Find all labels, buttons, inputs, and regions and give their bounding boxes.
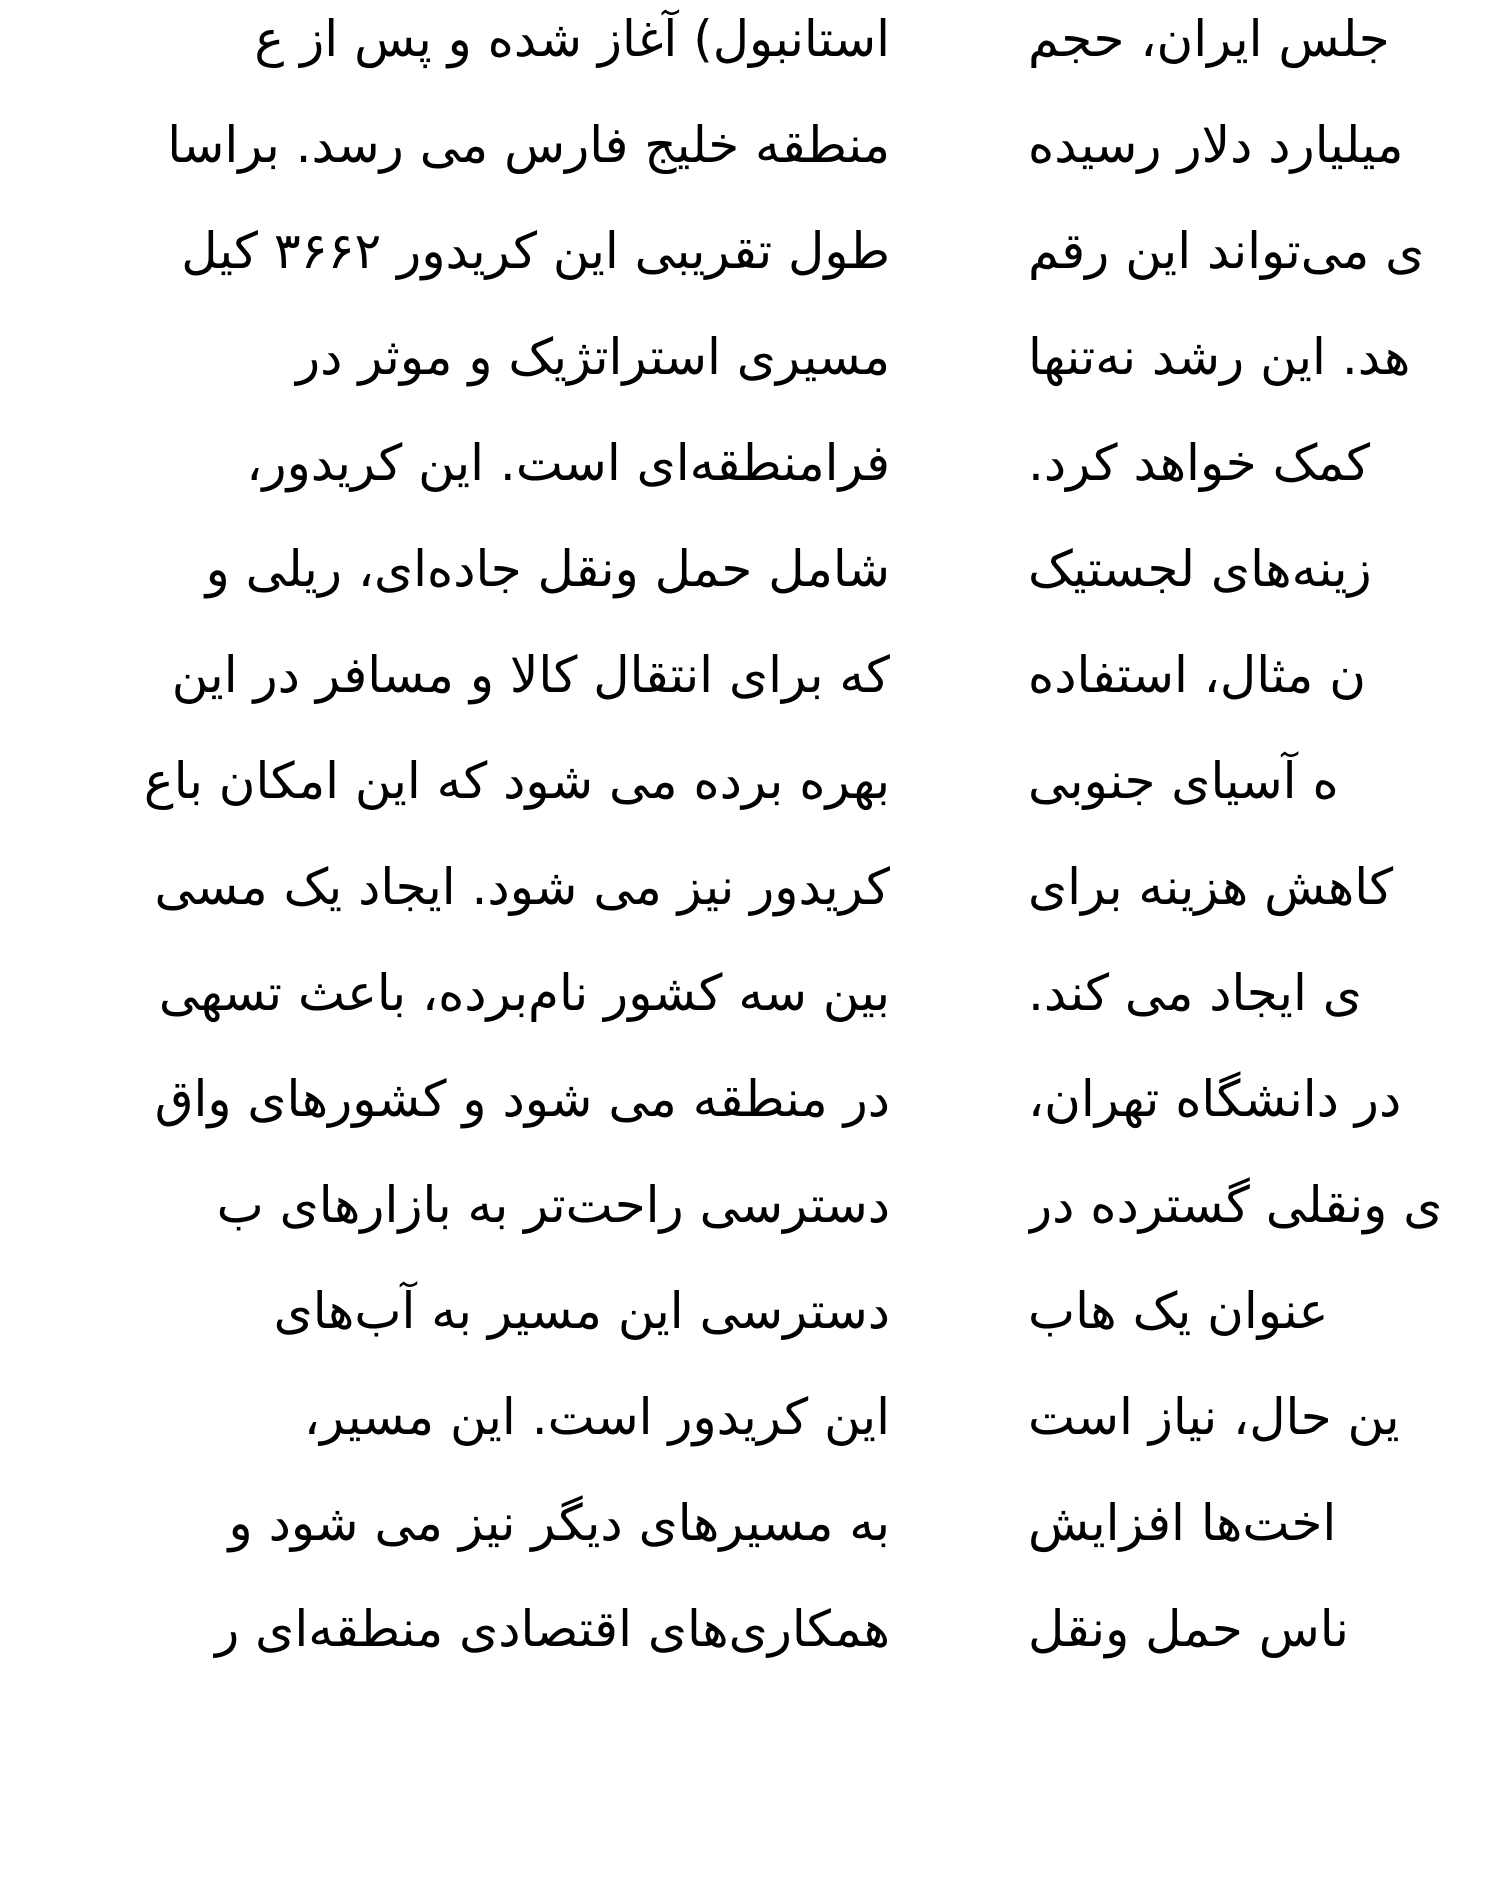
- text-line: زینه‌های لجستیک: [1028, 540, 1372, 598]
- text-line: بین سه کشور نام‌برده، باعث تسهی: [158, 964, 890, 1022]
- text-line: طول تقریبی این کریدور ۳۶۶۲ کیل: [181, 222, 890, 280]
- text-line: اخت‌ها افزایش: [1028, 1494, 1337, 1552]
- text-line: به مسیرهای دیگر نیز می شود و: [228, 1494, 890, 1552]
- text-line: که برای انتقال کالا و مسافر در این: [171, 646, 890, 704]
- text-line: بهره برده می شود که این امکان باع: [143, 752, 890, 810]
- text-line: هد. این رشد نه‌تنها: [1028, 328, 1411, 386]
- text-line: همکاری‌های اقتصادی منطقه‌ای ر: [215, 1600, 890, 1658]
- left-text-column: [1028, 0, 1500, 1790]
- text-line: ی می‌تواند این رقم: [1028, 222, 1425, 280]
- text-line: ی ایجاد می کند.: [1028, 964, 1362, 1022]
- text-line: در دانشگاه تهران،: [1028, 1070, 1402, 1128]
- text-line: فرامنطقه‌ای است. این کریدور،: [246, 434, 890, 492]
- text-line: ه آسیای جنوبی: [1028, 752, 1339, 810]
- text-line: ناس حمل ونقل: [1028, 1600, 1349, 1658]
- text-line: میلیارد دلار رسیده: [1028, 116, 1404, 174]
- text-line: ن مثال، استفاده: [1028, 646, 1366, 704]
- text-line: دسترسی این مسیر به آب‌های: [273, 1282, 890, 1340]
- text-line: در منطقه می شود و کشورهای واق: [154, 1070, 890, 1128]
- text-line: منطقه خلیج فارس می رسد. براسا: [167, 116, 890, 174]
- text-line: جلس ایران، حجم: [1028, 10, 1390, 68]
- text-line: عنوان یک هاب: [1028, 1282, 1329, 1340]
- text-line: دسترسی راحت‌تر به بازارهای ب: [216, 1176, 890, 1234]
- text-line: ی ونقلی گسترده در: [1028, 1176, 1443, 1234]
- text-line: کاهش هزینه برای: [1028, 858, 1394, 916]
- text-line: کمک خواهد کرد.: [1028, 434, 1371, 492]
- text-line: مسیری استراتژیک و موثر در: [296, 328, 890, 386]
- text-line: کریدور نیز می شود. ایجاد یک مسی: [154, 858, 890, 916]
- text-line: ین حال، نیاز است: [1028, 1388, 1400, 1446]
- text-line: استانبول) آغاز شده و پس از ع: [254, 10, 890, 68]
- text-line: این کریدور است. این مسیر،: [303, 1388, 890, 1446]
- text-line: شامل حمل ونقل جاده‌ای، ریلی و: [205, 540, 890, 598]
